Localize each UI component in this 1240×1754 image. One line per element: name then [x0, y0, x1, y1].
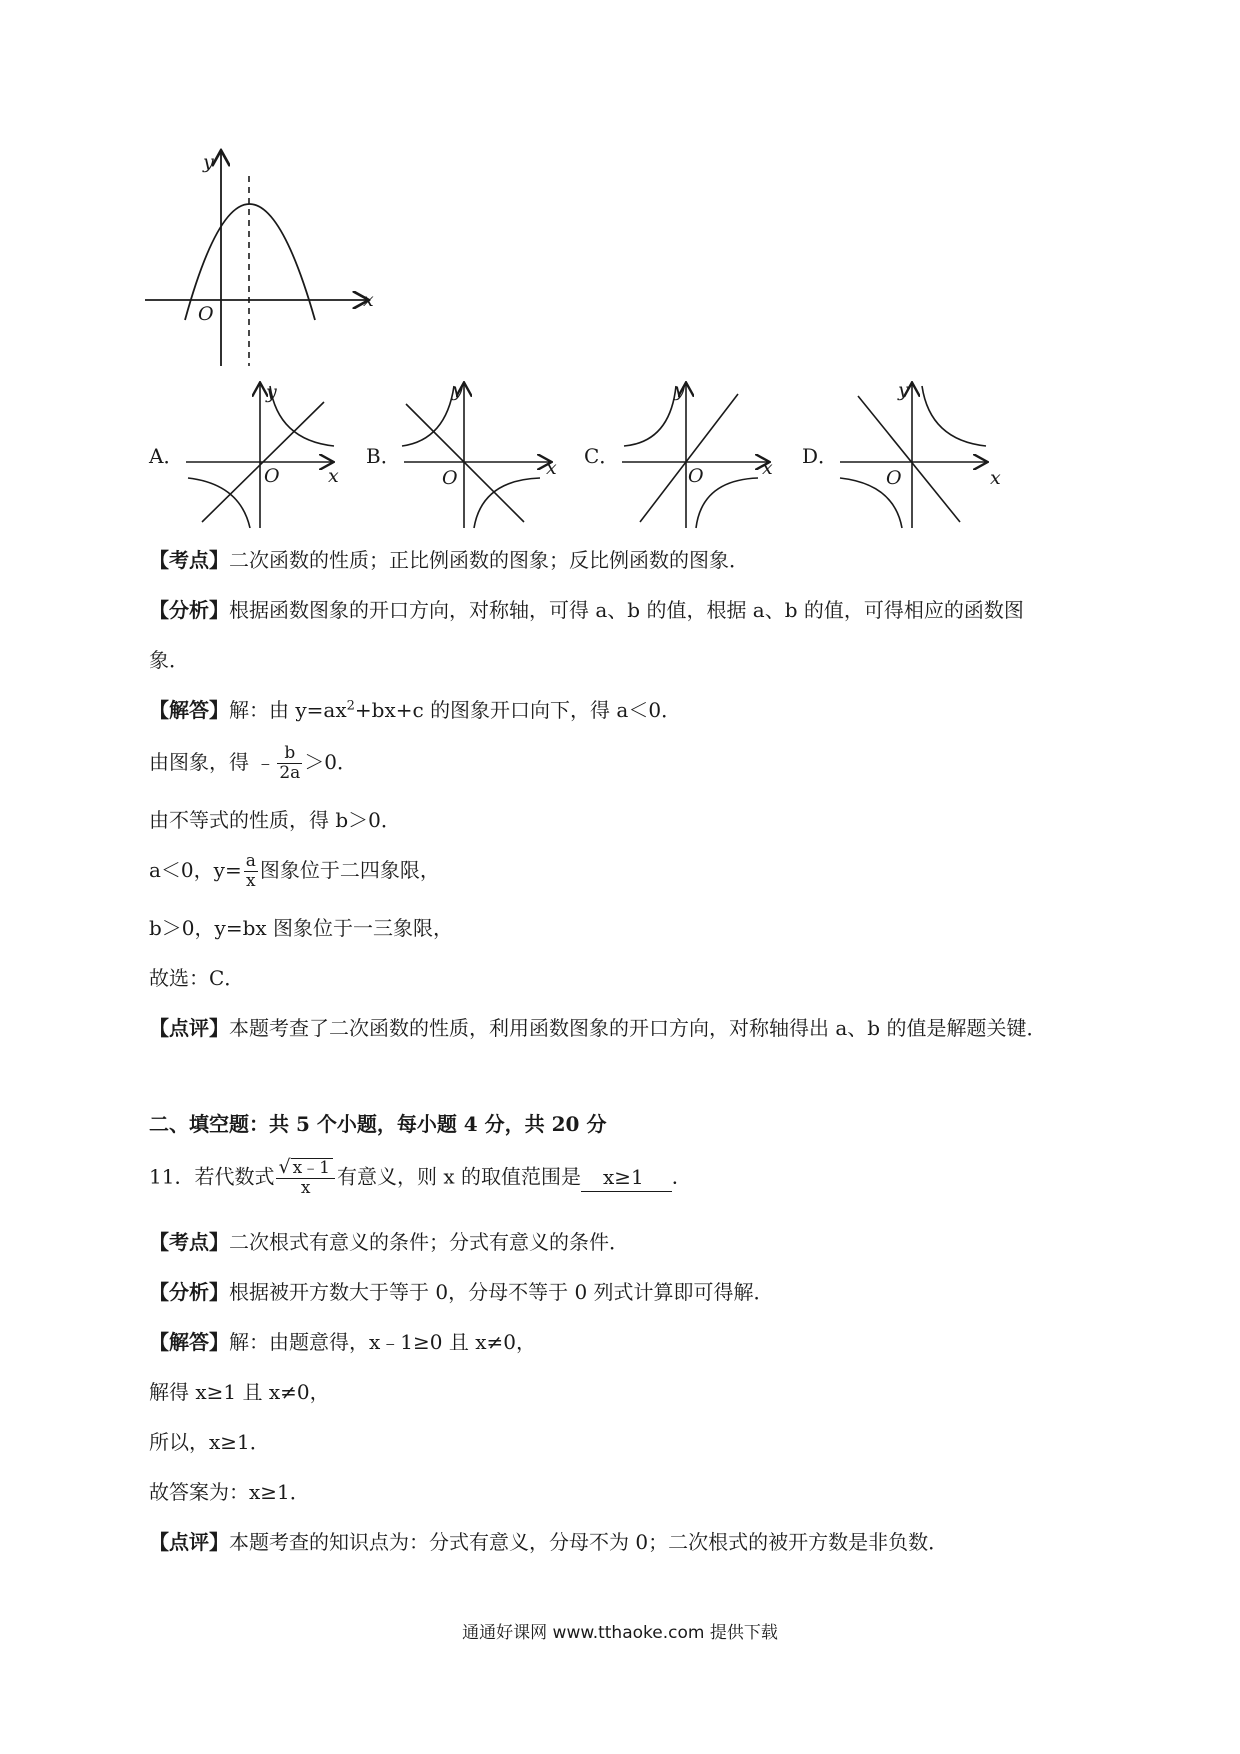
footer-source: 通通好课网 www.tthaoke.com 提供下载 — [462, 1623, 778, 1643]
q11-jieda: 【解答】解：由题意得，x﹣1≥0 且 x≠0， — [149, 1330, 536, 1354]
q10-step3: a＜0，y= $\frac{a}{x}$ 图象位于二四象限， — [149, 851, 440, 891]
option-c-label: C． — [584, 444, 620, 468]
section-heading: 二、填空题：共 5 个小题，每小题 4 分，共 20 分 — [149, 1112, 607, 1136]
svg-text:y: y — [452, 380, 463, 401]
fraction-sqrt-over-x: $\frac{√ x﹣1}{x}$ — [276, 1158, 335, 1198]
answer-blank: x≥1 — [581, 1163, 672, 1192]
kaodian-text: 二次函数的性质；正比例函数的图象；反比例函数的图象． — [229, 548, 749, 572]
x-axis-label: x — [363, 289, 374, 311]
dianping-text: 本题考查了二次函数的性质，利用函数图象的开口方向，对称轴得出 a、b 的值是解题关键． — [229, 1016, 1047, 1040]
line-graph — [406, 404, 524, 522]
kaodian-tag: 【考点】 — [149, 548, 229, 572]
line-graph — [858, 396, 960, 522]
q11-question: 11．若代数式 $\frac{√ x﹣1}{x}$ 有意义，则 x 的取值范围是 x≥1 ． — [149, 1156, 692, 1198]
svg-text:O: O — [688, 465, 704, 487]
q10-fenxi — [149, 596, 1024, 624]
q11-step3: 故答案为：x≥1． — [149, 1480, 310, 1504]
hyperbola-q1 — [922, 386, 986, 446]
svg-text:x: x — [546, 457, 557, 479]
q10-step2: 由不等式的性质，得 b＞0． — [149, 808, 401, 832]
svg-text:O: O — [886, 467, 902, 489]
option-c-graph — [618, 380, 778, 530]
hyperbola-q2 — [624, 386, 676, 446]
svg-text:y: y — [674, 380, 685, 401]
q10-step1: 由图象，得 ﹣ $\frac{b}{2a}$ ＞0． — [149, 743, 358, 783]
fenxi-text: 根据函数图象的开口方向，对称轴，可得 a、b 的值，根据 a、b 的值，可得相应的函数图 — [229, 598, 1024, 622]
jieda-tag: 【解答】 — [149, 698, 229, 722]
q10-kaodian — [149, 546, 749, 574]
q10-step4: b＞0，y=bx 图象位于一三象限， — [149, 916, 454, 940]
option-b-graph — [400, 380, 560, 530]
option-d-label: D． — [802, 444, 839, 468]
svg-text:x: x — [990, 467, 1001, 489]
origin-label: O — [198, 303, 214, 325]
q10-jieda: 【解答】解：由 $y=ax^2+bx+c$ 的图象开口向下，得 a＜0． — [149, 698, 682, 722]
q11-step2: 所以，x≥1． — [149, 1430, 270, 1454]
option-a-graph — [182, 380, 342, 530]
q10-dianping — [149, 1014, 1046, 1042]
svg-text:x: x — [328, 465, 339, 487]
q11-dianping: 【点评】本题考查的知识点为：分式有意义，分母不为 0；二次根式的被开方数是非负数． — [149, 1530, 949, 1554]
q10-fenxi-cont: 象． — [149, 648, 189, 672]
y-axis-label: y — [203, 151, 214, 173]
option-b-label: B． — [366, 444, 401, 468]
hyperbola-q2 — [402, 386, 454, 446]
option-d-graph — [836, 380, 1006, 530]
q11-step1: 解得 x≥1 且 x≠0， — [149, 1380, 330, 1404]
svg-text:y: y — [266, 381, 277, 403]
svg-text:O: O — [442, 467, 458, 489]
parabola-figure — [145, 148, 385, 368]
line-graph — [640, 394, 738, 522]
hyperbola-q1 — [270, 386, 334, 446]
q10-step5: 故选：C． — [149, 966, 245, 990]
q11-kaodian: 【考点】二次根式有意义的条件；分式有意义的条件． — [149, 1230, 629, 1254]
hyperbola-q3 — [188, 478, 250, 528]
fraction-b-2a: $\frac{b}{2a}$ — [279, 743, 301, 783]
hyperbola-q4 — [696, 478, 758, 528]
q11-fenxi: 【分析】根据被开方数大于等于 0，分母不等于 0 列式计算即可得解． — [149, 1280, 774, 1304]
svg-text:x: x — [762, 457, 773, 479]
dianping-tag: 【点评】 — [149, 1016, 229, 1040]
hyperbola-q4 — [474, 478, 540, 528]
fenxi-tag: 【分析】 — [149, 598, 229, 622]
svg-text:O: O — [264, 465, 280, 487]
option-a-label: A． — [149, 444, 184, 468]
svg-text:y: y — [898, 380, 909, 401]
fraction-a-x: $\frac{a}{x}$ — [245, 851, 256, 891]
